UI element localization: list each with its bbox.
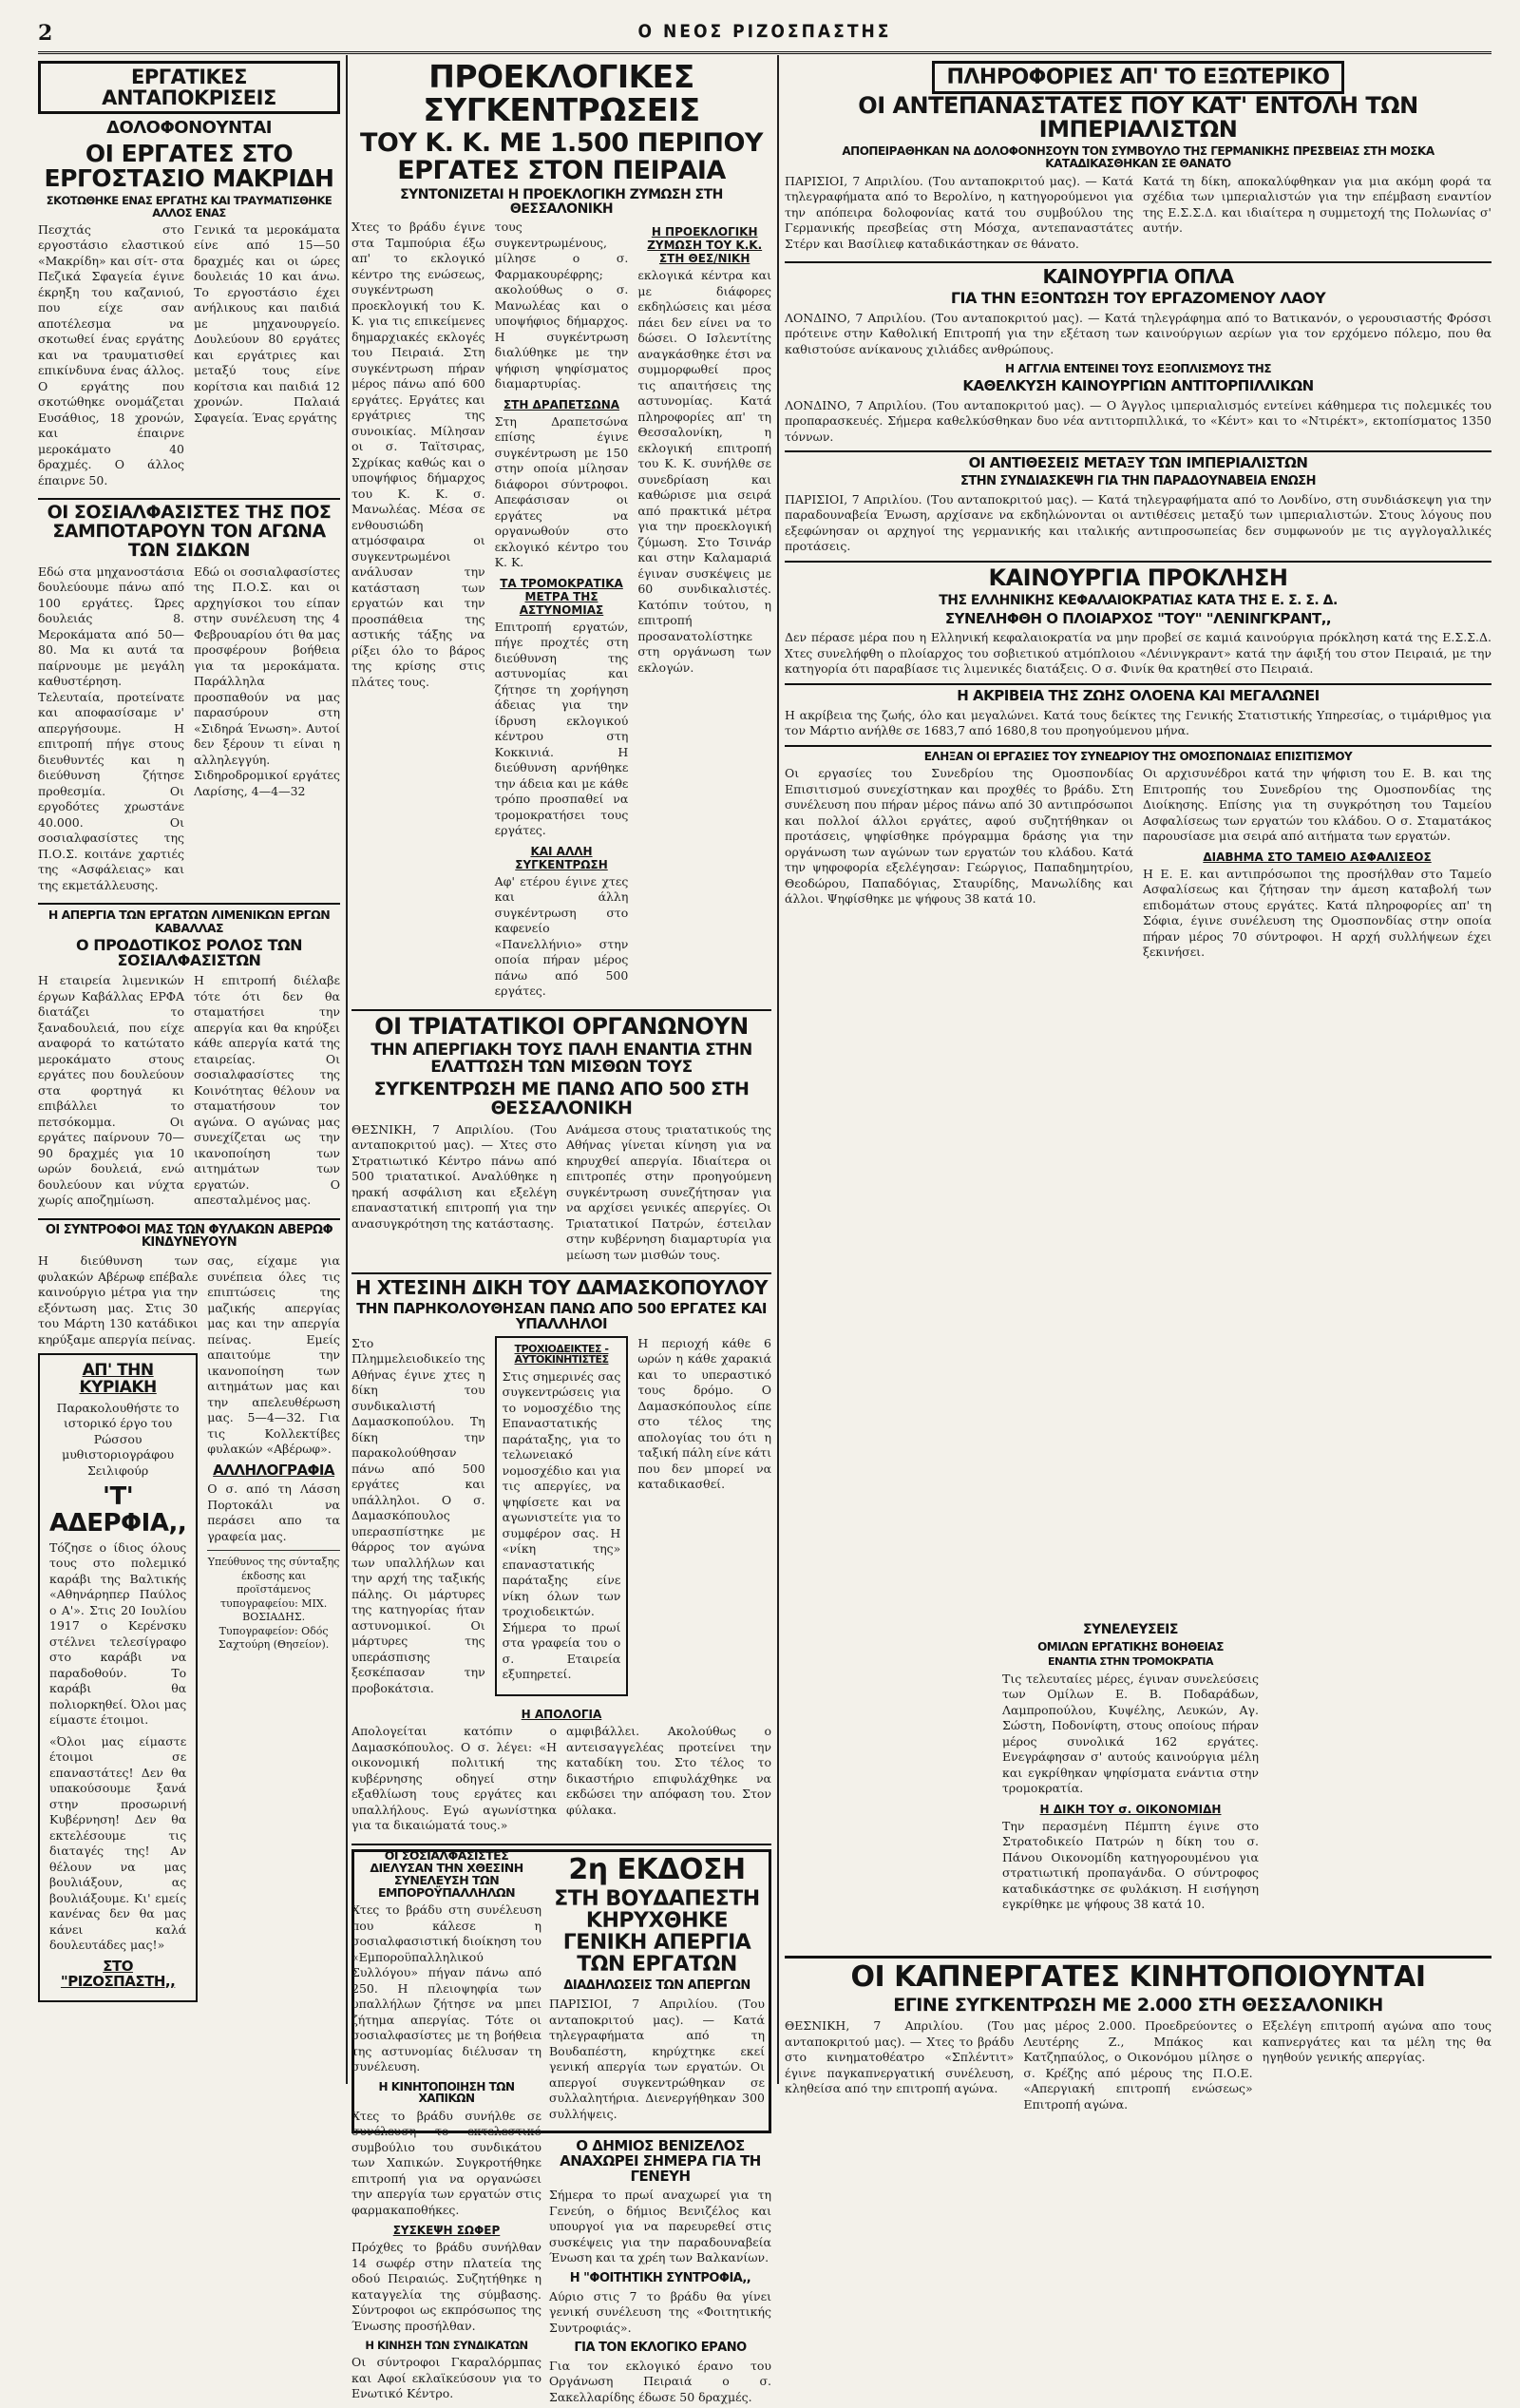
promo-box-serial — [38, 1353, 198, 2002]
headline-social-fascists: ΟΙ ΣΟΣΙΑΛΦΑΣΙΣΤΕΣ ΤΗΣ ΠΟΣ ΣΑΜΠΟΤΑΡΟΥΝ ΤΟΝ ΑΓΩΝΑ ΤΩΝ ΣΙΔΚΩΝ — [47, 502, 332, 561]
article-text: Η διεύθυνση των φυλακών Αβέρωφ επέβαλε καινούργιο μέτρα για την εξόντωση μας. Στις 30 του Μάρτη 130 κατάδικοι κηρύξαμε απεργία πείνας. — [38, 1253, 199, 1347]
article-text: Η Ε. Ε. και αντιπρόσωποι της προσήλθαν στο Ταμείο Ασφαλίσεως και ζήτησαν την άμεση καταβολή των επιδομάτων στους εργάτες. Κατά πληροφορίες απ' τη Σόφια, έγινε συνέλευση της Ομοσπονδίας στην οποία πήραν μέρος 70 σύντροφοι. Η αρχή συλλήψεων έχει ξεκινήσει. — [1143, 866, 1492, 960]
headline-england-arms: Η ΑΓΓΛΙΑ ΕΝΤΕΙΝΕΙ ΤΟΥΣ ΕΞΟΠΛΙΣΜΟΥΣ ΤΗΣ — [1004, 362, 1272, 376]
divider — [785, 450, 1492, 452]
article-text: Πεσχτάς στο εργοστάσιο ελαστικού «Μακρίδη» και σίτ- στα Πεζικά Σφαγεία έγινε έκρηξη του καζανιού, που είχε σαν αποτέλεσμα να σκοτωθεί ένας εργάτης και να τραυματισθεί επικίνδυνα ένας άλλος. Ο εργάτης που σκοτώθηκε ονομάζεται Ευσάθιος, 18 χρονών, και έπαιρνε μεροκάματο 40 δραχμές. Ο άλλος έπαιρνε 50. — [38, 221, 184, 487]
article-text: ΠΑΡΙΣΙΟΙ, 7 Απριλίου. (Του ανταποκριτού μας). — Κατά τηλεγραφήματα από το Βερολίνο, η κατηγορούμενοι για την απόπειρα δολοφονίας κατά του συμβούλου της Γερμανικής πρεσβείας στη Μόσχα, αντεπαναστάτες Στέρν και Βασίλιεφ καταδικάστηκαν σε θάνατο. — [785, 173, 1133, 251]
headline-piraeus: ΤΟΥ Κ. Κ. ΜΕ 1.500 ΠΕΡΙΠΟΥ ΕΡΓΑΤΕΣ ΣΤΟΝ ΠΕΙΡΑΙΑ — [360, 128, 763, 185]
headline-catering-congress: ΕΛΗΞΑΝ ΟΙ ΕΡΓΑΣΙΕΣ ΤΟΥ ΣΥΝΕΔΡΙΟΥ ΤΗΣ ΟΜΟΣΠΟΝΔΙΑΣ ΕΠΙΣΙΤΙΣΜΟΥ — [923, 749, 1353, 763]
headline-assemblies: ΣΥΝΕΛΕΥΣΕΙΣ — [1083, 1622, 1178, 1637]
subhead-insurance-fund: ΔΙΑΒΗΜΑ ΣΤΟ ΤΑΜΕΙΟ ΑΣΦΑΛΙΣΕΟΣ — [1203, 850, 1432, 864]
subheadline-assemblies: ΟΜΙΛΩΝ ΕΡΓΑΤΙΚΗΣ ΒΟΗΘΕΙΑΣ — [1037, 1639, 1224, 1653]
article-text: Ανάμεσα στους τριατατικούς της Αθήνας γίνεται κίνηση για να κηρυχθεί απεργία. Ιδιαίτερα οι επιτροπές στην προηγούμενη συγκέντρωση συνεζήτησαν για να αρχίσει γενικές απεργίες. Οι Τριατατικοί Πατρών, έστειλαν στην κυβέρνηση διαμαρτυρία για μείωση των μισθών τους. — [566, 1121, 771, 1262]
subheadline-against-terror: ΕΝΑΝΤΙΑ ΣΤΗΝ ΤΡΟΜΟΚΡΑΤΙΑ — [1047, 1655, 1214, 1669]
subheadline-destroyers: ΚΑΘΕΛΚΥΣΗ ΚΑΙΝΟΥΡΓΙΩΝ ΑΝΤΙΤΟΡΠΙΛΛΙΚΩΝ — [962, 377, 1314, 395]
promo-text: Παρακολουθήστε το ιστορικό έργο του Ρώσσου μυθιστοριογράφου Σειλιφούρ — [56, 1400, 180, 1478]
article-text: Χτες το βράδυ στη συνέλευση που κάλεσε η σοσιαλφασιστική διοίκηση του «Εμποροϋπαλληλικού Συλλόγου» πήγαν πάνω από 250. Η πλειοψηφία των υπαλλήλων ζήτησε να μπει ζήτημα απεργίας. Τότε οι σοσιαλφασίστες με τη βοήθεια της αστυνομίας διέλυσαν τη συνέλευση. — [352, 1902, 542, 2074]
box-title: ΤΡΟΧΙΟΔΕΙΚΤΕΣ - ΑΥΤΟΚΙΝΗΤΙΣΤΕΣ — [514, 1342, 609, 1366]
subhead-drapetsona: ΣΤΗ ΔΡΑΠΕΤΣΩΝΑ — [503, 397, 620, 411]
edition-label: 2η ΕΚΔΟΣΗ — [568, 1852, 746, 1886]
promo-text: «Όλοι μας είμαστε έτοιμοι σε επαναστάτες! Δεν θα υπακούσουμε ξανά στην προσωρινή Κυβέρνηση! Δεν θα εκτελέσουμε τις διαταγές της! Αν θέλουν να μας βουλιάξουν, ας βουλιάξουμε. Κι' εμείς κανένας δεν θα μας κάνει καλά δουλευτάδες μας!» — [49, 1733, 187, 1953]
headline-cost-of-living: Η ΑΚΡΙΒΕΙΑ ΤΗΣ ΖΩΗΣ ΟΛΟΕΝΑ ΚΑΙ ΜΕΓΑΛΩΝΕΙ — [957, 686, 1320, 704]
headline-kicker: ΔΟΛΟΦΟΝΟΥΝΤΑΙ — [106, 118, 272, 139]
headline-rallies: ΠΡΟΕΚΛΟΓΙΚΕΣ ΣΥΓΚΕΝΤΡΩΣΕΙΣ — [423, 58, 700, 128]
box-tram-drivers — [495, 1336, 629, 1696]
divider — [38, 903, 340, 905]
subhead-trial-oikonomidis: Η ΔΙΚΗ ΤΟΥ σ. ΟΙΚΟΝΟΜΙΔΗ — [1039, 1802, 1222, 1816]
article-text: Επιτροπή εργατών, πήγε προχτές στη διεύθυνση της αστυνομίας και ζήτησε τη χορήγηση άδειας για την ίδρυση εκλογικού κέντρου στη Κοκκινιά. Η διεύθυνση αρνήθηκε την άδεια και με κάθε τρόπο προσπαθεί να τρομοκρατήσει τους εργάτες. — [494, 619, 629, 838]
subheadline-wage-cuts: ΤΗΝ ΑΠΕΡΓΙΑΚΗ ΤΟΥΣ ΠΑΛΗ ΕΝΑΝΤΙΑ ΣΤΗΝ ΕΛΑΤΤΩΣΗ ΤΩΝ ΜΙΣΘΩΝ ΤΟΥΣ — [370, 1041, 752, 1077]
article-text: Η εταιρεία λιμενικών έργων Καβάλλας ΕΡΦΑ διατάζει το ξαναδουλειά, που είχε αναφορά το κατώτατο μεροκάματο στους εργάτες που δουλεύουν στα φορτηγά κι επιβάλλει το πετσόκομμα. Οι εργάτες παίρνουν 70—90 δραχμές για 10 ωρών δουλειά, ενώ δουλεύουν και νύχτα χωρίς αποζημίωση. — [38, 973, 184, 1208]
correspondence-title: ΑΛΛΗΛΟΓΡΑΦΙΑ — [213, 1461, 335, 1479]
article-text: σας, είχαμε για συνέπεια όλες τις επιπτώσεις της μαζικής απεργίας μας και την απεργία πείνας. Εμείς απαιτούμε την ικανοποίηση των αιτημάτων μας και την απελευθέρωση μας. 5—4—32. Για τις Κολλεκτίβες φυλακών «Αβέρωφ». — [207, 1253, 340, 1457]
article-text: Οι αρχισυνέδροι κατά την ψήφιση του Ε. Β. και της Επιτροπής του Συνεδρίου της Ομοσπονδίας της Διοίκησης. Επίσης για τη συγκρότηση του Ταμείου Ασφαλίσεως των εργατών του κλάδου. Ο σ. Σταματάκος παρουσίασε μια σειρά από αιτήματα των εργατών. — [1143, 766, 1492, 844]
headline-makridis: ΟΙ ΕΡΓΑΤΕΣ ΣΤΟ ΕΡΓΟΣΤΑΣΙΟ ΜΑΚΡΙΔΗ — [44, 139, 334, 193]
headline-counterrevolutionaries: ΟΙ ΑΝΤΕΠΑΝΑΣΤΑΤΕΣ ΠΟΥ ΚΑΤ' ΕΝΤΟΛΗ ΤΩΝ ΙΜΠΕΡΙΑΛΙΣΤΩΝ — [858, 92, 1418, 143]
block-tobacco-workers — [785, 1956, 1492, 2112]
divider — [352, 1009, 771, 1011]
promo-title: 'Τ' ΑΔΕΡΦΙΑ,, — [49, 1482, 187, 1538]
divider — [785, 561, 1492, 563]
article-text: Τις τελευταίες μέρες, έγιναν συνελεύσεις των Ομίλων Ε. Β. Ποδαράδων, Λαμπροπούλου, Κυψέλης, Λευκών, Αγ. Σώστη, Ποδονίφτη, στους οποίους πήραν μέρος συνολικά 162 εργάτες. Ενεγράφησαν σ' αυτούς καινούργια μέλη και εγκρίθηκαν ψηφίσματα ενάντια στην τρομοκρατία. — [1002, 1671, 1259, 1796]
headline-kavala-strike: Η ΑΠΕΡΓΙΑ ΤΩΝ ΕΡΓΑΤΩΝ ΛΙΜΕΝΙΚΩΝ ΕΡΓΩΝ ΚΑΒΑΛΛΑΣ — [48, 908, 331, 935]
subheadline-budapest: ΔΙΑΔΗΛΩΣΕΙΣ ΤΩΝ ΑΠΕΡΓΩΝ — [563, 1978, 750, 1994]
headline-election-fund: ΓΙΑ ΤΟΝ ΕΚΛΟΓΙΚΟ ΕΡΑΝΟ — [574, 2341, 747, 2355]
divider — [38, 498, 340, 500]
article-text: ΘΕΣΝΙΚΗ, 7 Απριλίου. (Του ανταποκριτού μας). — Χτες το βράδυ στο κινηματοθέατρο «Σπλέντιτ» έγινε παγκαπνεργατική συνέλευση, κληθείσα από την επιτροπή αγώνα. — [785, 2018, 1015, 2096]
divider — [352, 1272, 771, 1274]
headline-tram-workers: ΟΙ ΤΡΙΑΤΑΤΙΚΟΙ ΟΡΓΑΝΩΝΟΥΝ — [374, 1012, 749, 1040]
subheadline-danube: ΣΤΗΝ ΣΥΝΔΙΑΣΚΕΨΗ ΓΙΑ ΤΗΝ ΠΑΡΑΔΟΥΝΑΒΕΙΑ ΕΝΩΣΗ — [960, 474, 1317, 489]
article-text: ΘΕΣΝΙΚΗ, 7 Απριλίου. (Του ανταποκριτού μας). — Χτες στο Στρατιωτικό Κέντρο πάνω από 500 τριατατικοί. Αναλύθηκε η ηρακή ασφάλιση και εξελέγη επαναστατική επιτροπή για την ανασυγκρότηση της κατάστασης. — [352, 1121, 557, 1231]
headline-new-weapons: ΚΑΙΝΟΥΡΓΙΑ ΟΠΛΑ — [1042, 265, 1234, 289]
divider — [352, 1844, 771, 1845]
subheadline-thessaloniki: ΣΥΝΤΟΝΙΖΕΤΑΙ Η ΠΡΟΕΚΛΟΓΙΚΗ ΖΥΜΩΣΗ ΣΤΗ ΘΕΣΣΑΛΟΝΙΚΗ — [400, 186, 723, 217]
subheadline-provocation: ΤΗΣ ΕΛΛΗΝΙΚΗΣ ΚΕΦΑΛΑΙΟΚΡΑΤΙΑΣ ΚΑΤΑ ΤΗΣ Ε. Σ. Σ. Δ. — [939, 592, 1338, 608]
paper-name: Ο ΝΕΟΣ ΡΙΖΟΣΠΑΣΤΗΣ — [637, 21, 892, 42]
article-text: ΠΑΡΙΣΙΟΙ, 7 Απριλίου. (Του ανταποκριτού μας). — Κατά τηλεγραφήματα από το Λονδίνο, στη συνδιάσκεψη για την παραδουναβεία Ένωση, αρχίσανε να εκδηλώνονται οι αντιθέσεις μεταξύ των ιμπεριαλιστών. Στους λόγους που εξεφώνησαν οι αρχηγοί της γερμανικής και ιταλικής αντιπροσωπείας δεν συμφωνούν με τις αγγλογαλλικές προτάσεις. — [785, 491, 1492, 554]
block-assemblies — [1002, 1623, 1259, 1946]
article-text: ΠΑΡΙΣΙΟΙ, 7 Απριλίου. (Του ανταποκριτού μας). — Κατά τηλεγραφήματα από τη Βουδαπέστη, κηρύχτηκε εκεί γενική απεργία των εργατών. Οι απεργοί συγκεντρώθηκαν σε συλλαλητήρια. Διενεργήθηκαν 300 συλλήψεις. — [549, 1997, 765, 2121]
article-text: Για τον εκλογικό έρανο του Οργάνωση Πειραιά ο σ. Σακελλαρίδης έδωσε 50 δραχμές. — [549, 2358, 771, 2404]
column-center — [352, 58, 772, 2404]
subheadline-counterrevolutionaries: ΑΠΟΠΕΙΡΑΘΗΚΑΝ ΝΑ ΔΟΛΟΦΟΝΗΣΟΥΝ ΤΟΝ ΣΥΜΒΟΥΛΟ ΤΗΣ ΓΕΡΜΑΝΙΚΗΣ ΠΡΕΣΒΕΙΑΣ ΣΤΗ ΜΟΣΚΑ ΚΑΤΑΔΙΚΑΣΘΗΚΑΝ ΣΕ ΘΑΝΑΤΟ — [842, 144, 1434, 171]
article-text: Εξελέγη επιτροπή αγώνα απο τους καπνεργάτες και τα μέλη της θα ηγηθούν γενικής απεργίας. — [1262, 2018, 1492, 2065]
divider — [38, 1218, 340, 1220]
headline-venizelos: Ο ΔΗΜΙΟΣ ΒΕΝΙΖΕΛΟΣ ΑΝΑΧΩΡΕΙ ΣΗΜΕΡΑ ΓΙΑ ΤΗ ΓΕΝΕΥΗ — [560, 2137, 761, 2185]
subhead-drivers: ΣΥΣΚΕΨΗ ΣΩΦΕΡ — [392, 2224, 501, 2238]
section-title-text: ΠΛΗΡΟΦΟΡΙΕΣ ΑΠ' ΤΟ ΕΞΩΤΕΡΙΚΟ — [946, 66, 1330, 89]
section-title-foreign — [932, 61, 1344, 94]
promo-text: Τόζησε ο ίδιος όλους τους στο πολεμικό καράβι της Βαλτικής «Αθηνάρηπερ Παύλος ο Α'». Στις 20 Ιουλίου 1917 ο Κερένσκυ στέλνει τελεσίγραφο στο καράβι να παραδοθούν. Το καράβι θα πολιορκηθεί. Όλοι μας είμαστε έτοιμοι. — [49, 1539, 187, 1728]
column-rule-2 — [777, 55, 779, 2084]
article-text: Εδώ στα μηχανοστάσια δουλεύουμε πάνω από 100 εργάτες. Ώρες δουλειάς 8. Μεροκάματα από 50—80. Μα κι αυτά τα παίρνουμε με μεγάλη καθυστέρηση. Τελευταία, προτείνατε και αποφασίσαμε ν' απεργήσουμε. Η επιτροπή πήγε στους διευθυντές και η διεύθυνση ζήτησε προθεσμία. Οι εργοδότες χρωστάνε 40.000. Οι σοσιαλφασίστες της Π.Ο.Σ. κοιτάνε χαρτιές της «Ασφάλειας» και της εκμετάλλευσης. — [38, 564, 184, 892]
column-workers-reports — [38, 61, 340, 2080]
subhead-police-terror: ΤΑ ΤΡΟΜΟΚΡΑΤΙΚΑ ΜΕΤΡΑ ΤΗΣ ΑΣΤΥΝΟΜΙΑΣ — [500, 576, 623, 617]
headline-imperialist-rivalry: ΟΙ ΑΝΤΙΘΕΣΕΙΣ ΜΕΤΑΞΥ ΤΩΝ ΙΜΠΕΡΙΑΛΙΣΤΩΝ — [968, 454, 1308, 472]
headline-provocation: ΚΑΙΝΟΥΡΓΙΑ ΠΡΟΚΛΗΣΗ — [988, 564, 1288, 591]
headline-pharmacy: Η ΚΙΝΗΤΟΠΟΙΗΣΗ ΤΩΝ ΧΑΠΙΚΩΝ — [378, 2079, 515, 2106]
headline-unions: Η ΚΙΝΗΣΗ ΤΩΝ ΣΥΝΔΙΚΑΤΩΝ — [365, 2339, 528, 2353]
article-text: τους συγκεντρωμένους, μίλησε ο σ. Φαρμακουρέφρης; ακολούθως ο σ. Μανωλέας και ο υποψήφιος δήμαρχος. Η συγκέντρωση διαλύθηκε με την ψήφιση ψηφίσματος διαμαρτυρίας. — [494, 220, 629, 392]
divider — [785, 261, 1492, 263]
column-foreign-news — [785, 61, 1492, 1619]
correspondence-text: Ο σ. από τη Λάσση Πορτοκάλι να περάσει απο τα γραφεία μας. — [207, 1481, 340, 1543]
subhead-thess-campaign: Η ΠΡΟΕΚΛΟΓΙΚΗ ΖΥΜΩΣΗ ΤΟΥ Κ.Κ. ΣΤΗ ΘΕΣ/ΝΙΚΗ — [647, 225, 763, 266]
article-text: Σήμερα το πρωί αναχωρεί για τη Γενεύη, ο δήμιος Βενιζέλος και υπουργοί για να παρευρεθεί στις συσκέψεις για την παραδουναβεία Ένωση και τα χρέη των Βαλκανίων. — [549, 2188, 771, 2265]
article-text: Κατά τη δίκη, αποκαλύφθηκαν για μια ακόμη φορά τα σχέδια των ιμπεριαλιστών για την επέμβαση εναντίον της Ε.Σ.Σ.Δ. και ιδιαίτερα η συμμετοχή της Πολωνίας σ' αυτήν. — [1143, 173, 1492, 236]
subheadline-500-rally: ΣΥΓΚΕΝΤΡΩΣΗ ΜΕ ΠΑΝΩ ΑΠΟ 500 ΣΤΗ ΘΕΣΣΑΛΟΝΙΚΗ — [373, 1078, 750, 1118]
subheadline-kavala: Ο ΠΡΟΔΟΤΙΚΟΣ ΡΟΛΟΣ ΤΩΝ ΣΟΣΙΑΛΦΑΣΙΣΤΩΝ — [76, 935, 302, 970]
page-number: 2 — [38, 21, 53, 46]
subheadline-leningrad: ΣΥΝΕΛΗΦΘΗ Ο ΠΛΟΙΑΡΧΟΣ "ΤΟΥ" "ΛΕΝΙΝΓΚΡΑΝΤ,, — [944, 609, 1332, 627]
article-text: Πρόχθες το βράδυ συνήλθαν 14 σωφέρ στην πλατεία της οδού Πειραιώς. Συζητήθηκε η καταγγελία της σύμβασης. Σύντροφοι ως εκπρόσωπος της Ένωσης προσήλθαν. — [352, 2240, 542, 2333]
headline-budapest: ΣΤΗ ΒΟΥΔΑΠΕΣΤΗ ΚΗΡΥΧΘΗΚΕ ΓΕΝΙΚΗ ΑΠΕΡΓΙΑ ΤΩΝ ΕΡΓΑΤΩΝ — [554, 1887, 760, 1978]
article-text: Οι εργασίες του Συνεδρίου της Ομοσπονδίας Επισιτισμού συνεχίστηκαν και προχθές το βράδυ. Στη συνέλευση που πήραν μέρος πάνω από 30 αντιπρόσωποι και πολλοί άλλοι εργάτες, αφού συζητήθηκαν οι προτάσεις, ψηφίσθηκε πρόγραμμα δράσης για την οργάνωση των αγώνων των εργατών του κλάδου. Κατά την ψηφοφορία εξελέγησαν: Γεώργιος, Παπαδημητρίου, Θεοδώρου, Παπαδόγιας, Σταυρίδης, Μανωλίδης και άλλοι. Ψηφίσθηκε με ψήφους 38 κατά 10. — [785, 766, 1133, 907]
subhead-another-rally: ΚΑΙ ΑΛΛΗ ΣΥΓΚΕΝΤΡΩΣΗ — [515, 844, 608, 871]
article-text: Την περασμένη Πέμπτη έγινε στο Στρατοδικείο Πατρών η δίκη του σ. Πάνου Οικονομίδη κατηγορουμένου για στρατιωτική προπαγάνδα. Ο σύντροφος καταδικάστηκε σε φυλάκιση. Η εισήγηση εγκρίθηκε με ψήφους 38 κατά 10. — [1002, 1818, 1259, 1912]
article-text: Χτες το βράδυ έγινε στα Ταμπούρια έξω απ' το εκλογικό κέντρο της ενώσεως, συγκέντρωση προεκλογική του Κ. Κ. για τις επικείμενες δημαρχιακές εκλογές του Πειραιά. Στη συγκέντρωση πήραν μέρος πάνω από 600 εργάτες. Εργάτες και εργάτριες της συνοικίας. Μίλησαν οι σ. Ταϊτσιρας, Σχρίκας καθώς και ο υποψήφιος δήμαρχος του Κ. Κ. σ. Μανωλέας. Μέσα σε ενθουσιώδη ατμόσφαιρα οι συγκεντρωμένοι ανάλυσαν την κατάσταση των εργατών και την προσπάθεια της αστικής τάξης να ρίξει όλο το βάρος της κρίσης στις πλάτες τους. — [352, 220, 485, 689]
article-text: Αφ' ετέρου έγινε χτες και άλλη συγκέντρωση στο καφενείο «Πανελλήνιο» στην οποία πήραν μέρος πάνω από 500 εργάτες. — [494, 873, 629, 999]
subheadline-makridis: ΣΚΟΤΩΘΗΚΕ ΕΝΑΣ ΕΡΓΑΤΗΣ ΚΑΙ ΤΡΑΥΜΑΤΙΣΘΗΚΕ ΑΛΛΟΣ ΕΝΑΣ — [46, 194, 332, 220]
box-text: Στις σημερινές σας συγκεντρώσεις για το νομοσχέδιο της Επαναστατικής παράταξης, για το τελωνειακό νομοσχέδιο και για τις απεργίες, να ψηφίσετε και να αγωνιστείτε για το συμφέρον σας. Η «νίκη της» επαναστατικής παράταξης είνε νίκη όλων των τροχιοδεικτών. Σήμερα το πρωί στα γραφεία του ο σ. Εταιρεία εξυπηρετεί. — [502, 1368, 621, 1682]
subheadline-trial: ΤΗΝ ΠΑΡΗΚΟΛΟΥΘΗΣΑΝ ΠΑΝΩ ΑΠΟ 500 ΕΡΓΑΤΕΣ ΚΑΙ ΥΠΑΛΛΗΛΟΙ — [356, 1300, 767, 1332]
column-rule-1 — [346, 55, 348, 2084]
headline-averof-prison: ΟΙ ΣΥΝΤΡΟΦΟΙ ΜΑΣ ΤΩΝ ΦΥΛΑΚΩΝ ΑΒΕΡΩΦ ΚΙΝΔΥΝΕΥΟΥΝ — [45, 1222, 333, 1251]
article-text: ΛΟΝΔΙΝΟ, 7 Απριλίου. (Του ανταποκριτού μας). — Κατά τηλεγράφημα από το Βατικανόν, ο γερουσιαστής Φρόσσι πρότεινε στην Καθολική Επιτροπή για την εξέταση των καινούργιων αερίων για τον ερχόμενο πόλεμο, που θα καθιστούσε ανίκανους χιλιάδες ανθρώπους. — [785, 310, 1492, 356]
article-text: Απολογείται κατόπιν ο Δαμασκόπουλος. Ο σ. λέγει: «Η οικονομική πολιτική της κυβέρνησης οδηγεί στην εξαθλίωση τους εργάτες και υπαλλήλους. Εγώ αγωνίστηκα για τα δικαιώματά τους.» — [352, 1724, 557, 1833]
article-text: ΛΟΝΔΙΝΟ, 7 Απριλίου. (Του ανταποκριτού μας). — Ο Άγγλος ιμπεριαλισμός εντείνει κάθημερα τις πολεμικές του προπαρασκευές. Σήμερα καθελκύσθηκαν δυο νέα αντιτορπιλλικά, το «Κέντ» και το «Ντιρέκτ», εκτοπίσματος 1350 τόννων. — [785, 397, 1492, 444]
article-text: Η ακρίβεια της ζωής, όλο και μεγαλώνει. Κατά τους δείκτες της Γενικής Στατιστικής Υπηρεσίας, ο τιμάριθμος για τον Μάρτιο ανήλθε σε 1683,7 από 1680,8 του προηγούμενου μήνα. — [785, 707, 1492, 738]
section-title-workers: ΕΡΓΑΤΙΚΕΣ ΑΝΤΑΠΟΚΡΙΣΕΙΣ — [38, 61, 340, 114]
article-text: Οι σύντροφοι Γκαραλόρμπας και Αφοί εκλαϊκεύσουν για το Ενωτικό Κέντρο. — [352, 2355, 542, 2401]
divider — [207, 1550, 340, 1551]
imprint-text: Υπεύθυνος της σύνταξης έκδοσης και προϊστάμενος τυπογραφείου: ΜΙΧ. ΒΟΣΙΑΔΗΣ. Τυπογραφείον: Οδός Σαχτούρη (Θησείον). — [207, 1556, 340, 1652]
article-text: Η περιοχή κάθε 6 ωρών η κάθε χαρακιά και το υπεραστικό τους δρόμο. Ο Δαμασκόπουλος είπε στο τέλος της απολογίας του ότι η ταξική πάλη είνε κάτι που δεν μπορεί να καταδικασθεί. — [637, 1335, 772, 1492]
subhead-apologia: Η ΑΠΟΛΟΓΙΑ — [521, 1708, 602, 1722]
promo-kicker: ΑΠ' ΤΗΝ ΚΥΡΙΑΚΗ — [79, 1361, 157, 1397]
subheadline-tobacco: ΕΓΙΝΕ ΣΥΓΚΕΝΤΡΩΣΗ ΜΕ 2.000 ΣΤΗ ΘΕΣΣΑΛΟΝΙΚΗ — [893, 1994, 1383, 2016]
headline-shop-clerks: ΟΙ ΣΟΣΙΑΛΦΑΣΙΣΤΕΣ ΔΙΕΛΥΣΑΝ ΤΗΝ ΧΘΕΣΙΝΗ ΣΥΝΕΛΕΥΣΗ ΤΩΝ ΕΜΠΟΡΟΫΠΑΛΛΗΛΩΝ — [370, 1847, 523, 1900]
newspaper-page — [38, 17, 1492, 2404]
article-text: Στη Δραπετσώνα επίσης έγινε συγκέντρωση με 150 στην οποία μίλησαν διάφοροι σύντροφοι. Απεφάσισαν οι εργάτες να οργανωθούν στο εκλογικό κέντρο του Κ. Κ. — [494, 413, 629, 570]
article-text: αμφιβάλλει. Ακολούθως ο αντεισαγγελέας προτείνει την καταδίκη του. Στο τέλος το δικαστήριο επιφυλάχθηκε να εκδώσει την απόφαση του. Στον φύλακα. — [566, 1724, 771, 1817]
masthead — [38, 17, 1492, 54]
article-text: Αύριο στις 7 το βράδυ θα γίνει γενική συνέλευση της «Φοιτητικής Συντροφιάς». — [549, 2288, 771, 2335]
headline-trial: Η ΧΤΕΣΙΝΗ ΔΙΚΗ ΤΟΥ ΔΑΜΑΣΚΟΠΟΥΛΟΥ — [355, 1276, 768, 1300]
article-text: εκλογικά κέντρα και με διάφορες εκδηλώσεις και μέσα πάει δεν είνει να το δώσει. Ο Ισλεντίτης αναγκάσθηκε έτσι να συμμορφωθεί προς τις απαιτήσεις της αστυνομίας. Κατά πληροφορίες απ' τη Θεσσαλονίκη, η εκλογική επιτροπή του Κ. Κ. συνήλθε σε συνεδρίαση και καθώρισε μια σειρά από πρακτικά μέτρα για την προεκλογική ζύμωση. Στο Τσινάρ και στην Καλαμαριά έγιναν συσκέψεις με 60 συνδικαλιστές. Κατόπιν τούτου, η επιτροπή προσανατολίστηκε στη οργάνωση των εκλογών. — [637, 268, 772, 675]
headline-student-fellowship: Η "ΦΟΙΤΗΤΙΚΗ ΣΥΝΤΡΟΦΙΑ,, — [569, 2270, 751, 2285]
headline-tobacco: ΟΙ ΚΑΠΝΕΡΓΑΤΕΣ ΚΙΝΗΤΟΠΟΙΟΥΝΤΑΙ — [850, 1960, 1426, 1994]
article-text: Γενικά τα μεροκάματα είνε από 15—50 δραχμές και οι ώρες δουλειάς 10 και άνω. Το εργοστάσιο έχει ανήλικους και παιδιά με μηχανουργείο. Δουλεύουν 80 εργάτες και εργάτριες και μεταξύ τους είνε κορίτσια και παιδιά 12 χρονών. Παλαιά Σφαγεία. Ένας εργάτης — [194, 221, 340, 425]
promo-link[interactable]: ΣΤΟ "ΡΙΖΟΣΠΑΣΤΗ,, — [60, 1957, 176, 1990]
divider — [785, 683, 1492, 685]
article-text: Χτες το βράδυ συνήλθε σε συνέλευση το εκτελεστικό συμβούλιο του συνδικάτου των Χαπικών. Συγκροτήθηκε επιτροπή για να οργανώσει την απεργία των εργατών στις φαρμακαποθήκες. — [352, 2108, 542, 2217]
article-text: Δεν πέρασε μέρα που η Ελληνική κεφαλαιοκρατία να μην προβεί σε καμιά καινούργια πρόκληση κατά της Ε.Σ.Σ.Δ. Χτες συνελήφθη ο πλοίαρχος του σοβιετικού ατμόπλοιου «Λένινγκραντ» κατά την άφιξή του στον Πειραιά, με την κατηγορία ότι παραβίασε τις λιμενικές διατάξεις. Ο σ. Φινίκ θα κρατηθεί στο Πειραιά. — [785, 630, 1492, 677]
subheadline-new-weapons: ΓΙΑ ΤΗΝ ΕΞΟΝΤΩΣΗ ΤΟΥ ΕΡΓΑΖΟΜΕΝΟΥ ΛΑΟΥ — [950, 289, 1326, 308]
divider — [785, 745, 1492, 747]
article-text: Εδώ οι σοσιαλφασίστες της Π.Ο.Σ. και οι αρχηγίσκοι του είπαν στην συνέλευση της 4 Φεβρουαρίου ότι θα μας προσφέρουν βοήθεια για τα μεροκάματα. Παράλληλα προσπαθούν να μας παρασύρουν στη «Σιδηρά Ένωση». Αυτοί δεν ξέρουν τι είναι η αλληλεγγύη. Σιδηροδρομικοί εργάτες Λαρίσης, 4—4—32 — [194, 564, 340, 798]
article-text: Στο Πλημμελειοδικείο της Αθήνας έγινε χτες η δίκη του συνδικαλιστή Δαμασκοπούλου. Τη δίκη την παρακολούθησαν πάνω από 500 εργάτες και υπάλληλοι. Ο σ. Δαμασκόπουλος υπερασπίστηκε με θάρρος τον αγώνα των υπαλλήλων και την αρχή της ταξικής πάλης. Οι μάρτυρες της κατηγορίας ήταν αστυνομικοί. Οι μάρτυρες της υπεράσπισης ξεσκέπασαν την προβοκάτσια. — [352, 1335, 485, 1695]
article-text: Η επιτροπή διέλαβε τότε ότι δεν θα σταματήσει την απεργία και θα κηρύξει κάθε απεργία κατά της εταιρείας. Οι σοσιαλφασίστες της Κοινότητας θέλουν να σταματήσουν τον αγώνα. Ο αγώνας μας συνεχίζεται ως την ικανοποίηση των αιτημάτων των εργατών. Ο απεσταλμένος μας. — [194, 973, 340, 1208]
article-text: μας μέρος 2.000. Προεδρεύοντες ο Λευτέρης Ζ., Μπάκος και Κατζηπαύλος, ο Οικονόμου μίλησε ο σ. Κρέζης από μέρους της Π.Ο.Ε. «Απεργιακή επιτροπή ενώσεως» Επιτροπή αγώνα. — [1023, 2018, 1253, 2112]
